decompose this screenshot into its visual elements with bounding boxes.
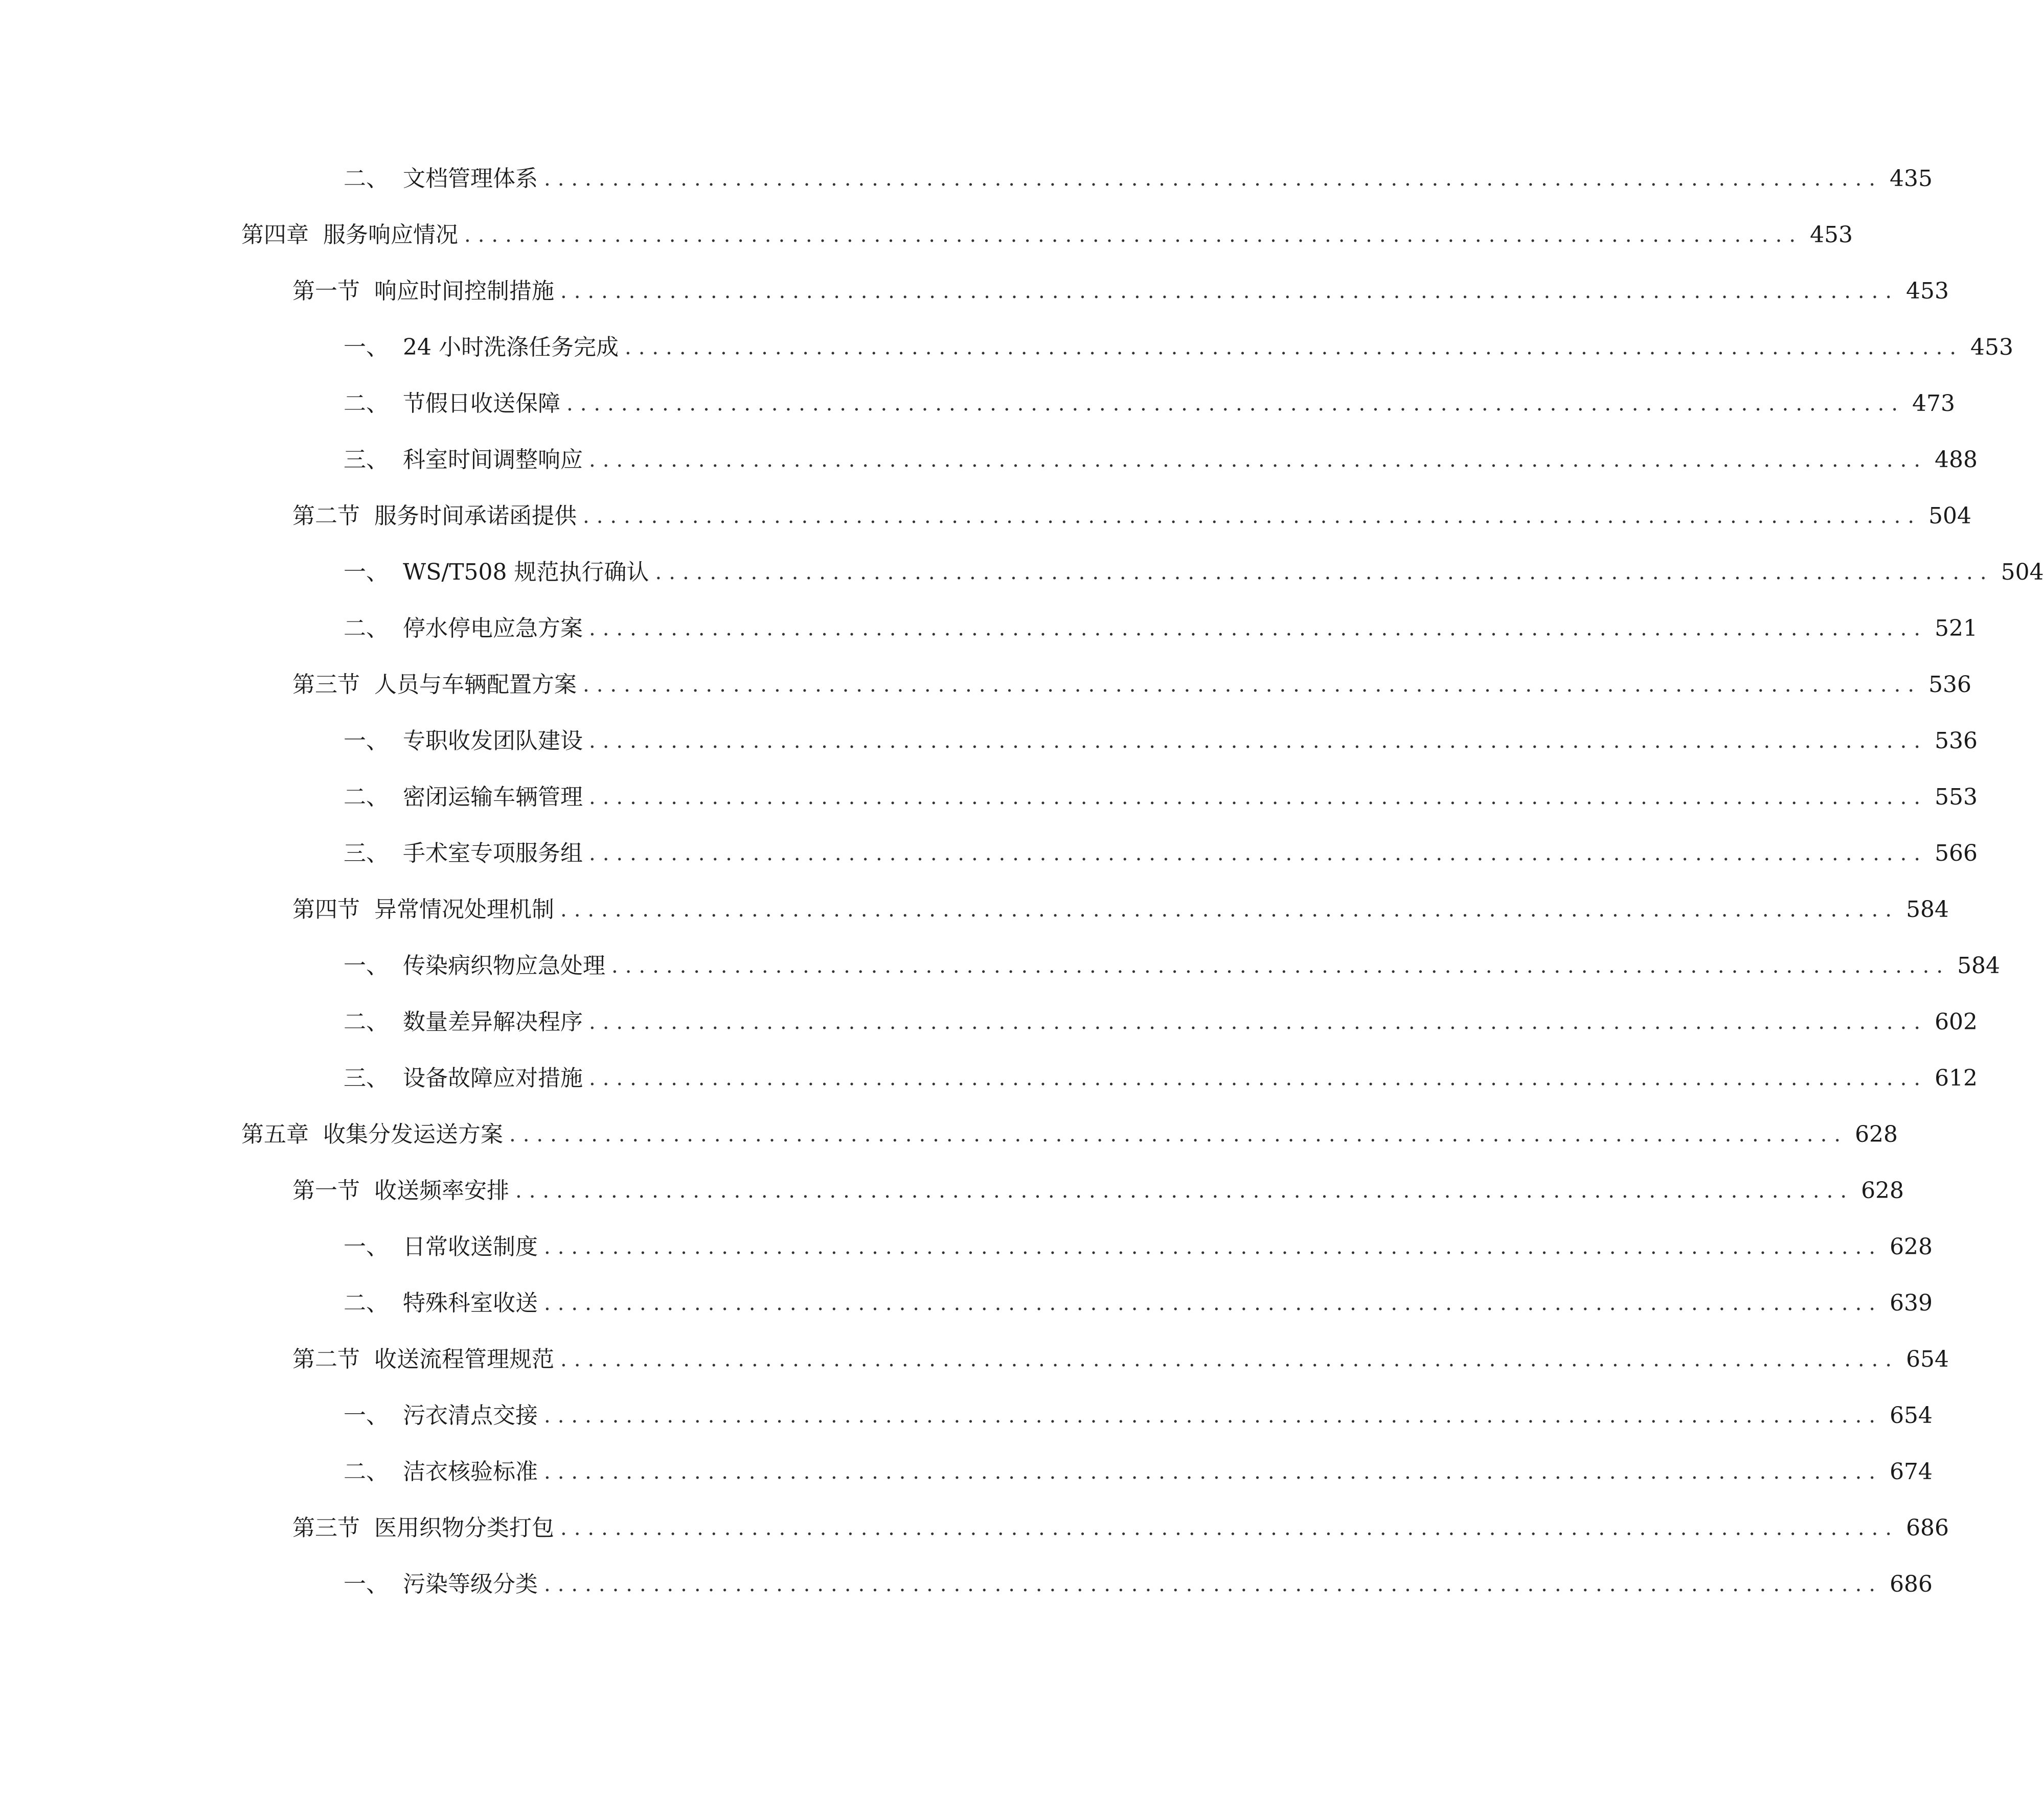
- toc-entry-title: 设备故障应对措施: [403, 1065, 583, 1091]
- toc-leader-dots: ..................................................................................................: [544, 1460, 1883, 1484]
- toc-leader-dots: ..................................................................................................: [583, 504, 1922, 528]
- toc-entry-title: 节假日收送保障: [403, 390, 560, 417]
- toc-entry[interactable]: [292, 496, 1972, 537]
- toc-entry-page: 504: [1928, 503, 1972, 529]
- toc-entry-marker: 三、: [344, 840, 389, 866]
- toc-entry-title: 专职收发团队建设: [403, 728, 583, 754]
- toc-entry-page: 584: [1906, 896, 1949, 923]
- toc-leader-dots: ..................................................................................................: [589, 786, 1928, 809]
- toc-entry-marker: 第三节: [292, 672, 360, 698]
- toc-entry-marker: 一、: [344, 559, 389, 585]
- toc-entry-title: 特殊科室收送: [403, 1290, 538, 1316]
- toc-entry-marker: 一、: [344, 1403, 389, 1429]
- toc-entry-marker: 一、: [344, 953, 389, 979]
- toc-entry[interactable]: [292, 664, 1972, 705]
- toc-entry-title: 传染病织物应急处理: [403, 953, 605, 979]
- toc-entry-title: 收集分发运送方案: [323, 1121, 503, 1147]
- toc-entry-title: 响应时间控制措施: [374, 278, 554, 304]
- toc-leader-dots: ..................................................................................................: [589, 617, 1928, 640]
- toc-entry-title: WS/T508 规范执行确认: [403, 559, 649, 585]
- toc-entry-marker: 二、: [344, 1009, 389, 1035]
- toc-leader-dots: ..................................................................................................: [655, 561, 1994, 584]
- toc-entry-page: 521: [1935, 615, 1978, 641]
- toc-entry-page: 654: [1890, 1403, 1933, 1429]
- toc-entry-title: 收送流程管理规范: [374, 1346, 554, 1372]
- toc-entry-title: 密闭运输车辆管理: [403, 784, 583, 810]
- toc-entry[interactable]: [344, 552, 2044, 593]
- toc-entry-page: 674: [1890, 1459, 1933, 1485]
- toc-leader-dots: ..................................................................................................: [589, 842, 1928, 865]
- toc-entry-title: 科室时间调整响应: [403, 447, 583, 473]
- toc-entry-page: 612: [1935, 1065, 1978, 1091]
- toc-entry-page: 536: [1935, 728, 1978, 754]
- toc-entry[interactable]: [344, 158, 1933, 199]
- toc-entry-title: 人员与车辆配置方案: [374, 672, 577, 698]
- toc-entry-marker: 第四章: [241, 222, 309, 248]
- toc-entry-page: 435: [1890, 166, 1933, 192]
- toc-entry[interactable]: [344, 833, 1978, 874]
- toc-entry-title: 污衣清点交接: [403, 1403, 538, 1429]
- toc-entry[interactable]: [344, 608, 1978, 649]
- toc-entry[interactable]: [344, 1283, 1933, 1324]
- toc-leader-dots: ..................................................................................................: [544, 1235, 1883, 1259]
- toc-leader-dots: ..................................................................................................: [544, 1573, 1883, 1596]
- toc-entry[interactable]: [292, 271, 1949, 312]
- toc-entry-marker: 二、: [344, 784, 389, 810]
- toc-entry[interactable]: [344, 440, 1978, 480]
- toc-entry-title: 数量差异解决程序: [403, 1009, 583, 1035]
- toc-entry-marker: 三、: [344, 1065, 389, 1091]
- toc-entry-title: 手术室专项服务组: [403, 840, 583, 866]
- toc-leader-dots: ..................................................................................................: [464, 223, 1803, 247]
- toc-entry[interactable]: [344, 1058, 1978, 1099]
- toc-entry-title: 服务时间承诺函提供: [374, 503, 577, 529]
- toc-leader-dots: ..................................................................................................: [589, 448, 1928, 472]
- toc-entry-page: 654: [1906, 1346, 1949, 1372]
- toc-entry[interactable]: [344, 1395, 1933, 1436]
- toc-entry-marker: 二、: [344, 1459, 389, 1485]
- toc-leader-dots: ..................................................................................................: [589, 1010, 1928, 1034]
- toc-entry[interactable]: [344, 721, 1978, 762]
- toc-entry-marker: 第一节: [292, 278, 360, 304]
- toc-entry-title: 污染等级分类: [403, 1571, 538, 1597]
- toc-entry-title: 停水停电应急方案: [403, 615, 583, 641]
- toc-entry-page: 453: [1810, 222, 1853, 248]
- toc-leader-dots: ..................................................................................................: [544, 1404, 1883, 1428]
- toc-leader-dots: ..................................................................................................: [589, 1067, 1928, 1090]
- toc-leader-dots: ..................................................................................................: [583, 673, 1922, 697]
- toc-entry-marker: 一、: [344, 1571, 389, 1597]
- toc-entry-title: 医用织物分类打包: [374, 1515, 554, 1541]
- toc-leader-dots: ..................................................................................................: [509, 1123, 1848, 1146]
- toc-entry[interactable]: [292, 1508, 1949, 1549]
- toc-entry-page: 488: [1935, 447, 1978, 473]
- toc-entry-marker: 一、: [344, 728, 389, 754]
- toc-entry[interactable]: [292, 1170, 1904, 1211]
- toc-entry-marker: 二、: [344, 615, 389, 641]
- toc-entry-marker: 第四节: [292, 896, 360, 923]
- toc-entry[interactable]: [344, 1227, 1933, 1268]
- toc-entry-page: 536: [1928, 672, 1972, 698]
- toc-leader-dots: ..................................................................................................: [515, 1179, 1854, 1203]
- toc-entry-marker: 第三节: [292, 1515, 360, 1541]
- toc-entry[interactable]: [344, 383, 1956, 424]
- toc-entry[interactable]: [344, 946, 2001, 986]
- toc-entry-title: 洁衣核验标准: [403, 1459, 538, 1485]
- toc-entry[interactable]: [241, 215, 1853, 256]
- toc-entry-marker: 三、: [344, 447, 389, 473]
- toc-leader-dots: ..................................................................................................: [560, 1516, 1899, 1540]
- toc-entry-title: 收送频率安排: [374, 1178, 509, 1204]
- toc-entry-page: 602: [1935, 1009, 1978, 1035]
- toc-entry-page: 453: [1906, 278, 1949, 304]
- toc-entry-page: 553: [1935, 784, 1978, 810]
- toc-entry-page: 566: [1935, 840, 1978, 866]
- toc-entry-page: 628: [1855, 1121, 1898, 1147]
- toc-entry-title: 文档管理体系: [403, 166, 538, 192]
- toc-leader-dots: ..................................................................................................: [566, 392, 1905, 416]
- toc-entry-marker: 二、: [344, 166, 389, 192]
- toc-leader-dots: ..................................................................................................: [560, 280, 1899, 303]
- toc-entry-page: 639: [1890, 1290, 1933, 1316]
- toc-leader-dots: ..................................................................................................: [589, 729, 1928, 753]
- toc-entry-marker: 第二节: [292, 503, 360, 529]
- toc-entry-marker: 第二节: [292, 1346, 360, 1372]
- toc-entry-page: 584: [1957, 953, 2001, 979]
- toc-entry[interactable]: [292, 1339, 1949, 1380]
- toc-leader-dots: ..................................................................................................: [544, 1292, 1883, 1315]
- toc-entry-title: 服务响应情况: [323, 222, 458, 248]
- toc-entry-title: 异常情况处理机制: [374, 896, 554, 923]
- toc-entry-marker: 第五章: [241, 1121, 309, 1147]
- toc-entry-marker: 一、: [344, 334, 389, 360]
- toc-entry[interactable]: [241, 1114, 1898, 1155]
- toc-entry-page: 686: [1906, 1515, 1949, 1541]
- toc-leader-dots: ..................................................................................................: [560, 898, 1899, 922]
- toc-entry[interactable]: [292, 889, 1949, 930]
- toc-entry-page: 686: [1890, 1571, 1933, 1597]
- toc-entry[interactable]: [344, 777, 1978, 818]
- toc-entry-page: 628: [1890, 1234, 1933, 1260]
- toc-entry-title: 日常收送制度: [403, 1234, 538, 1260]
- toc-entry[interactable]: [344, 1452, 1933, 1492]
- toc-leader-dots: ..................................................................................................: [611, 954, 1950, 978]
- toc-leader-dots: ..................................................................................................: [544, 167, 1883, 191]
- toc-entry-marker: 一、: [344, 1234, 389, 1260]
- toc-entry[interactable]: [344, 1564, 1933, 1605]
- toc-entry-page: 504: [2001, 559, 2044, 585]
- toc-entry-page: 628: [1861, 1178, 1904, 1204]
- toc-entry[interactable]: [344, 327, 2014, 368]
- toc-leader-dots: ..................................................................................................: [560, 1348, 1899, 1371]
- toc-entry-marker: 二、: [344, 1290, 389, 1316]
- toc-entry-marker: 第一节: [292, 1178, 360, 1204]
- toc-entry-page: 473: [1912, 390, 1956, 417]
- toc-entry[interactable]: [344, 1002, 1978, 1043]
- toc-entry-title: 24 小时洗涤任务完成: [403, 334, 619, 360]
- toc-entry-marker: 二、: [344, 390, 389, 417]
- toc-leader-dots: ..................................................................................................: [624, 336, 1964, 359]
- toc-entry-page: 453: [1970, 334, 2014, 360]
